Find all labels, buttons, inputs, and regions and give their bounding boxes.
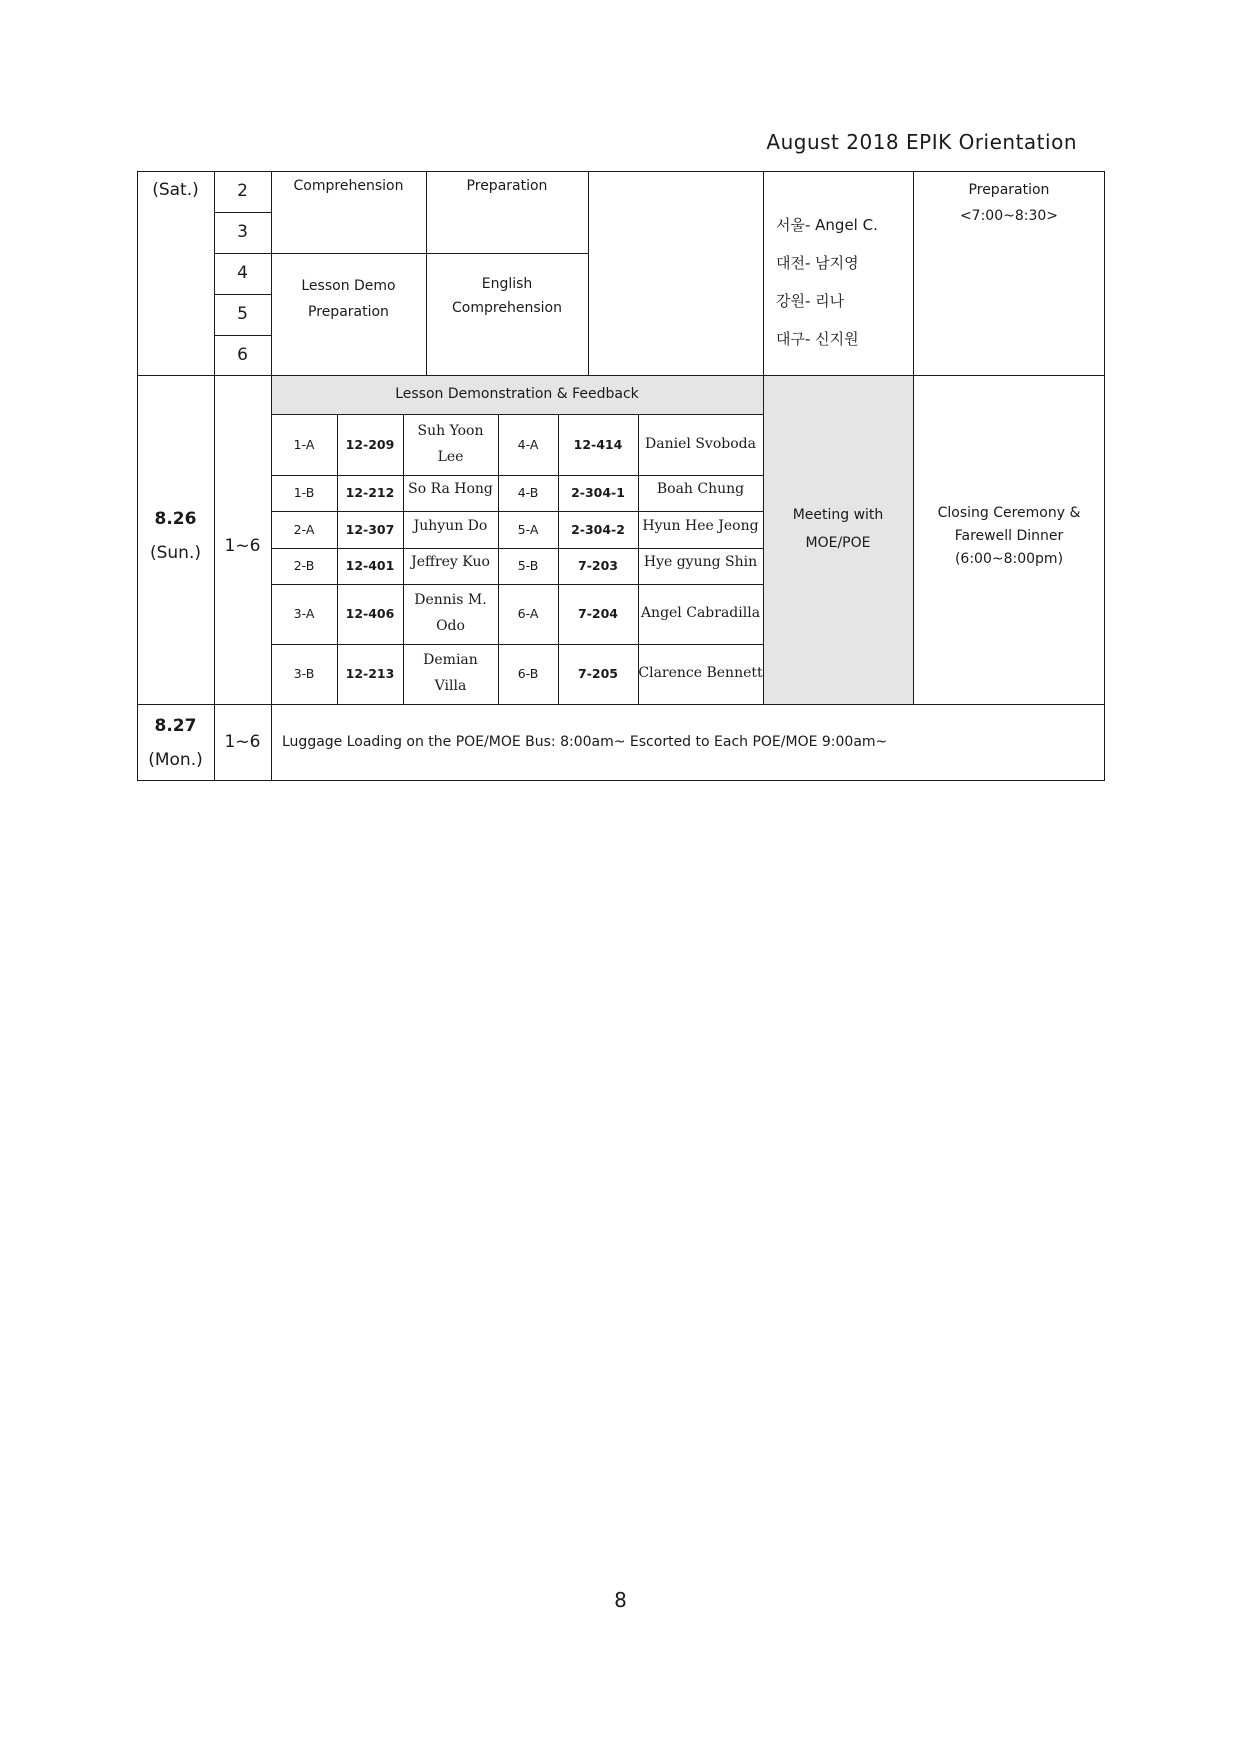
mon-periods: 1~6 <box>224 731 261 752</box>
mon-note: Luggage Loading on the POE/MOE Bus: 8:00am~ Escorted to Each POE/MOE 9:00am~ <box>282 734 888 751</box>
room-a: 12-406 <box>345 606 395 622</box>
room-b: 7-205 <box>578 666 618 682</box>
room-a: 12-401 <box>345 558 395 574</box>
teacher-b: Hye gyung Shin <box>643 554 758 571</box>
teacher-b: Clarence Bennett <box>638 665 763 682</box>
sat-contacts <box>776 214 906 366</box>
class-b: 4-A <box>517 436 539 452</box>
teacher-a: Jeffrey Kuo <box>411 554 490 571</box>
sat-period-3: 3 <box>237 221 248 242</box>
class-a: 2-A <box>293 521 315 537</box>
schedule-table <box>137 171 1105 780</box>
room-b: 12-414 <box>573 436 623 452</box>
class-a: 3-A <box>293 606 315 622</box>
teacher-a: Dennis M. Odo <box>414 592 487 634</box>
class-b: 5-A <box>517 521 539 537</box>
teacher-b: Boah Chung <box>656 481 745 498</box>
teacher-a: Juhyun Do <box>413 517 488 534</box>
teacher-a: So Ra Hong <box>408 481 493 498</box>
class-a: 1-A <box>293 436 315 452</box>
room-b: 7-203 <box>578 558 618 574</box>
page-number: 8 <box>614 1588 627 1612</box>
room-a: 12-213 <box>345 666 395 682</box>
class-b: 5-B <box>517 558 539 574</box>
class-a: 1-B <box>293 485 315 501</box>
sat-period-6: 6 <box>237 344 248 365</box>
document-header: August 2018 EPIK Orientation <box>766 130 1077 154</box>
class-b: 6-A <box>517 606 539 622</box>
closing-cell: Closing Ceremony & Farewell Dinner (6:00~8:00pm) <box>937 504 1081 567</box>
mon-date: 8.27 (Mon.) <box>148 715 203 770</box>
demo-title: Lesson Demonstration & Feedback <box>395 386 639 403</box>
sat-day-label: (Sat.) <box>152 180 199 201</box>
contact-gangwon: 강원- 리나 <box>776 292 845 310</box>
class-b: 6-B <box>517 666 539 682</box>
sat-col2-top: Preparation <box>466 178 548 195</box>
room-b: 2-304-2 <box>571 521 625 537</box>
teacher-a: Demian Villa <box>423 652 478 694</box>
sat-period-4: 4 <box>237 262 248 283</box>
sat-col1-top: Comprehension <box>293 177 404 194</box>
meeting-cell: Meeting with MOE/POE <box>792 507 884 551</box>
sat-period-2: 2 <box>237 180 248 201</box>
room-a: 12-307 <box>345 521 395 537</box>
sat-col1-bottom: Lesson Demo Preparation <box>301 278 396 320</box>
teacher-b: Hyun Hee Jeong <box>642 517 759 534</box>
teacher-a: Suh Yoon Lee <box>417 422 484 465</box>
room-b: 7-204 <box>578 606 618 622</box>
contact-daegu: 대구- 신지원 <box>776 330 859 348</box>
room-b: 2-304-1 <box>571 485 625 501</box>
sat-evening: Preparation <7:00~8:30> <box>959 182 1059 224</box>
contact-daejeon: 대전- 남지영 <box>776 254 859 272</box>
class-a: 3-B <box>293 666 315 682</box>
class-a: 2-B <box>293 558 315 574</box>
room-a: 12-212 <box>345 485 395 501</box>
contact-seoul: 서울- Angel C. <box>776 216 878 234</box>
teacher-b: Daniel Svoboda <box>645 435 756 452</box>
room-a: 12-209 <box>345 436 395 452</box>
sun-date: 8.26 (Sun.) <box>149 509 201 563</box>
class-b: 4-B <box>517 485 539 501</box>
sun-periods: 1~6 <box>224 536 261 557</box>
teacher-b: Angel Cabradilla <box>640 605 761 622</box>
sat-col2-bottom: English Comprehension <box>452 276 562 316</box>
sat-period-5: 5 <box>237 303 248 324</box>
